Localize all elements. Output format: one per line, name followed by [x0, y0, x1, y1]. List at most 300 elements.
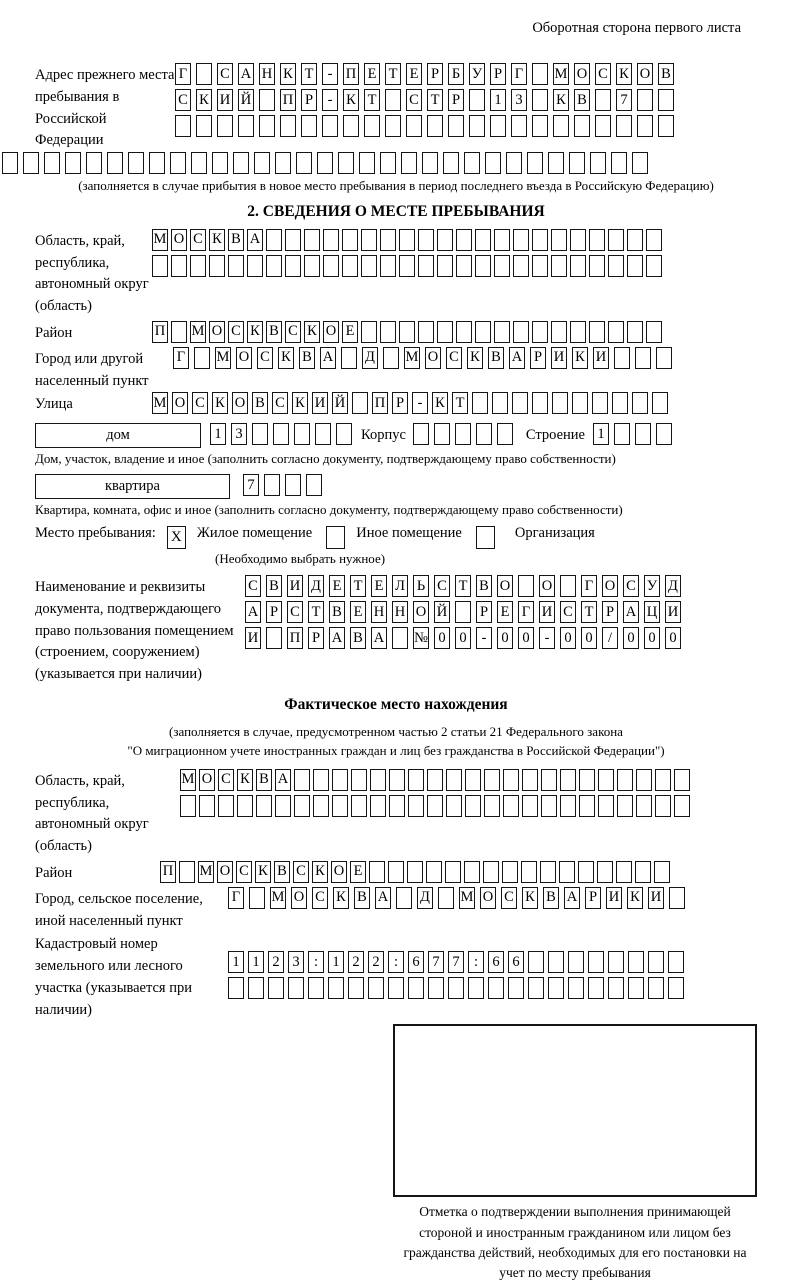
char-cell[interactable]: В: [350, 627, 366, 649]
char-cell[interactable]: 2: [268, 951, 284, 973]
char-cell[interactable]: [252, 423, 268, 445]
char-cell[interactable]: [570, 255, 586, 277]
char-cell[interactable]: [655, 769, 671, 791]
char-cell[interactable]: О: [480, 887, 496, 909]
char-cell[interactable]: К: [237, 769, 253, 791]
char-cell[interactable]: [399, 321, 415, 343]
char-cell[interactable]: [589, 229, 605, 251]
char-cell[interactable]: О: [574, 63, 590, 85]
char-cell[interactable]: С: [406, 89, 422, 111]
char-cell[interactable]: [190, 255, 206, 277]
char-cell[interactable]: [266, 627, 282, 649]
char-cell[interactable]: 0: [581, 627, 597, 649]
char-cell[interactable]: [635, 861, 651, 883]
char-cell[interactable]: [199, 795, 215, 817]
char-cell[interactable]: [401, 152, 417, 174]
residence-type-checkbox-inoe[interactable]: [326, 526, 345, 549]
char-cell[interactable]: [668, 951, 684, 973]
char-cell[interactable]: К: [553, 89, 569, 111]
apartment-type-field[interactable]: квартира: [35, 474, 230, 499]
char-cell[interactable]: Е: [350, 601, 366, 623]
char-cell[interactable]: Д: [417, 887, 433, 909]
char-cell[interactable]: [490, 115, 506, 137]
char-cell[interactable]: [86, 152, 102, 174]
char-cell[interactable]: [44, 152, 60, 174]
char-cell[interactable]: О: [637, 63, 653, 85]
char-cell[interactable]: [218, 795, 234, 817]
char-cell[interactable]: Р: [448, 89, 464, 111]
char-cell[interactable]: [437, 255, 453, 277]
residence-type-checkbox-zhiloe[interactable]: X: [167, 526, 186, 549]
char-cell[interactable]: 7: [616, 89, 632, 111]
char-cell[interactable]: [527, 152, 543, 174]
char-cell[interactable]: [399, 255, 415, 277]
char-cell[interactable]: [408, 977, 424, 999]
char-cell[interactable]: [611, 152, 627, 174]
char-cell[interactable]: /: [602, 627, 618, 649]
char-cell[interactable]: [627, 255, 643, 277]
char-cell[interactable]: [541, 769, 557, 791]
char-cell[interactable]: С: [236, 861, 252, 883]
char-cell[interactable]: И: [245, 627, 261, 649]
char-cell[interactable]: [406, 115, 422, 137]
char-cell[interactable]: [194, 347, 210, 369]
char-cell[interactable]: С: [175, 89, 191, 111]
char-cell[interactable]: Р: [476, 601, 492, 623]
char-cell[interactable]: [648, 977, 664, 999]
char-cell[interactable]: [434, 423, 450, 445]
char-cell[interactable]: [532, 229, 548, 251]
char-cell[interactable]: 0: [623, 627, 639, 649]
char-cell[interactable]: П: [343, 63, 359, 85]
char-cell[interactable]: [427, 769, 443, 791]
char-cell[interactable]: И: [217, 89, 233, 111]
char-cell[interactable]: -: [322, 89, 338, 111]
char-cell[interactable]: [592, 392, 608, 414]
char-cell[interactable]: П: [160, 861, 176, 883]
char-cell[interactable]: [588, 951, 604, 973]
char-cell[interactable]: Ц: [644, 601, 660, 623]
char-cell[interactable]: 1: [228, 951, 244, 973]
char-cell[interactable]: [448, 115, 464, 137]
char-cell[interactable]: [259, 89, 275, 111]
char-cell[interactable]: [513, 321, 529, 343]
char-cell[interactable]: У: [644, 575, 660, 597]
char-cell[interactable]: М: [198, 861, 214, 883]
char-cell[interactable]: [179, 861, 195, 883]
char-cell[interactable]: [285, 474, 301, 496]
char-cell[interactable]: [446, 795, 462, 817]
char-cell[interactable]: С: [287, 601, 303, 623]
char-cell[interactable]: [465, 795, 481, 817]
char-cell[interactable]: Н: [259, 63, 275, 85]
char-cell[interactable]: А: [245, 601, 261, 623]
char-cell[interactable]: [180, 795, 196, 817]
char-cell[interactable]: [636, 795, 652, 817]
char-cell[interactable]: Д: [665, 575, 681, 597]
char-cell[interactable]: [541, 795, 557, 817]
char-cell[interactable]: [389, 769, 405, 791]
char-cell[interactable]: О: [236, 347, 252, 369]
char-cell[interactable]: [637, 89, 653, 111]
char-cell[interactable]: Р: [490, 63, 506, 85]
char-cell[interactable]: О: [331, 861, 347, 883]
char-cell[interactable]: А: [375, 887, 391, 909]
char-cell[interactable]: 6: [488, 951, 504, 973]
char-cell[interactable]: 2: [348, 951, 364, 973]
char-cell[interactable]: Г: [581, 575, 597, 597]
char-cell[interactable]: Т: [385, 63, 401, 85]
char-cell[interactable]: К: [343, 89, 359, 111]
char-cell[interactable]: [389, 795, 405, 817]
char-cell[interactable]: М: [190, 321, 206, 343]
char-cell[interactable]: [522, 769, 538, 791]
char-cell[interactable]: Е: [350, 861, 366, 883]
char-cell[interactable]: С: [293, 861, 309, 883]
char-cell[interactable]: [294, 423, 310, 445]
char-cell[interactable]: К: [212, 392, 228, 414]
char-cell[interactable]: [532, 392, 548, 414]
char-cell[interactable]: [306, 474, 322, 496]
char-cell[interactable]: [418, 255, 434, 277]
char-cell[interactable]: [632, 392, 648, 414]
char-cell[interactable]: Й: [434, 601, 450, 623]
char-cell[interactable]: П: [152, 321, 168, 343]
char-cell[interactable]: [598, 769, 614, 791]
char-cell[interactable]: Е: [329, 575, 345, 597]
char-cell[interactable]: [301, 115, 317, 137]
char-cell[interactable]: В: [299, 347, 315, 369]
char-cell[interactable]: [469, 115, 485, 137]
char-cell[interactable]: [511, 115, 527, 137]
char-cell[interactable]: [616, 861, 632, 883]
char-cell[interactable]: О: [199, 769, 215, 791]
char-cell[interactable]: [503, 795, 519, 817]
char-cell[interactable]: [370, 795, 386, 817]
char-cell[interactable]: И: [648, 887, 664, 909]
char-cell[interactable]: Д: [308, 575, 324, 597]
char-cell[interactable]: [196, 63, 212, 85]
char-cell[interactable]: [455, 601, 471, 623]
char-cell[interactable]: [380, 152, 396, 174]
char-cell[interactable]: 1: [490, 89, 506, 111]
char-cell[interactable]: [627, 321, 643, 343]
char-cell[interactable]: Р: [301, 89, 317, 111]
char-cell[interactable]: [448, 977, 464, 999]
char-cell[interactable]: [540, 861, 556, 883]
char-cell[interactable]: -: [412, 392, 428, 414]
char-cell[interactable]: [570, 229, 586, 251]
char-cell[interactable]: [655, 795, 671, 817]
char-cell[interactable]: Й: [332, 392, 348, 414]
char-cell[interactable]: [465, 769, 481, 791]
char-cell[interactable]: Г: [511, 63, 527, 85]
char-cell[interactable]: Д: [362, 347, 378, 369]
char-cell[interactable]: [608, 321, 624, 343]
char-cell[interactable]: [617, 769, 633, 791]
char-cell[interactable]: -: [476, 627, 492, 649]
char-cell[interactable]: [408, 795, 424, 817]
char-cell[interactable]: М: [404, 347, 420, 369]
char-cell[interactable]: [351, 769, 367, 791]
char-cell[interactable]: О: [171, 229, 187, 251]
char-cell[interactable]: 0: [644, 627, 660, 649]
char-cell[interactable]: [532, 115, 548, 137]
char-cell[interactable]: [468, 977, 484, 999]
char-cell[interactable]: [343, 115, 359, 137]
char-cell[interactable]: П: [372, 392, 388, 414]
char-cell[interactable]: [275, 152, 291, 174]
char-cell[interactable]: [209, 255, 225, 277]
char-cell[interactable]: М: [553, 63, 569, 85]
char-cell[interactable]: М: [459, 887, 475, 909]
char-cell[interactable]: [437, 321, 453, 343]
house-type-field[interactable]: дом: [35, 423, 201, 448]
char-cell[interactable]: -: [322, 63, 338, 85]
char-cell[interactable]: [315, 423, 331, 445]
char-cell[interactable]: 2: [368, 951, 384, 973]
char-cell[interactable]: Г: [175, 63, 191, 85]
char-cell[interactable]: [336, 423, 352, 445]
char-cell[interactable]: С: [595, 63, 611, 85]
char-cell[interactable]: [418, 321, 434, 343]
char-cell[interactable]: О: [232, 392, 248, 414]
char-cell[interactable]: [475, 229, 491, 251]
char-cell[interactable]: [273, 423, 289, 445]
char-cell[interactable]: О: [539, 575, 555, 597]
char-cell[interactable]: И: [593, 347, 609, 369]
char-cell[interactable]: [551, 321, 567, 343]
char-cell[interactable]: [572, 392, 588, 414]
char-cell[interactable]: [674, 795, 690, 817]
char-cell[interactable]: В: [256, 769, 272, 791]
char-cell[interactable]: [646, 321, 662, 343]
char-cell[interactable]: [388, 977, 404, 999]
char-cell[interactable]: [497, 423, 513, 445]
char-cell[interactable]: К: [627, 887, 643, 909]
char-cell[interactable]: С: [272, 392, 288, 414]
char-cell[interactable]: [438, 887, 454, 909]
char-cell[interactable]: [380, 321, 396, 343]
char-cell[interactable]: [588, 977, 604, 999]
char-cell[interactable]: О: [209, 321, 225, 343]
char-cell[interactable]: 0: [434, 627, 450, 649]
char-cell[interactable]: [513, 229, 529, 251]
char-cell[interactable]: :: [308, 951, 324, 973]
char-cell[interactable]: [332, 769, 348, 791]
char-cell[interactable]: 0: [497, 627, 513, 649]
char-cell[interactable]: [380, 229, 396, 251]
char-cell[interactable]: О: [291, 887, 307, 909]
char-cell[interactable]: [383, 347, 399, 369]
char-cell[interactable]: [574, 115, 590, 137]
char-cell[interactable]: [608, 229, 624, 251]
char-cell[interactable]: К: [209, 229, 225, 251]
char-cell[interactable]: С: [623, 575, 639, 597]
char-cell[interactable]: [616, 115, 632, 137]
char-cell[interactable]: [475, 255, 491, 277]
char-cell[interactable]: [578, 861, 594, 883]
char-cell[interactable]: [266, 229, 282, 251]
char-cell[interactable]: [191, 152, 207, 174]
char-cell[interactable]: В: [252, 392, 268, 414]
char-cell[interactable]: [385, 89, 401, 111]
char-cell[interactable]: [560, 795, 576, 817]
char-cell[interactable]: [559, 861, 575, 883]
char-cell[interactable]: Т: [350, 575, 366, 597]
char-cell[interactable]: [196, 115, 212, 137]
char-cell[interactable]: :: [468, 951, 484, 973]
char-cell[interactable]: О: [602, 575, 618, 597]
char-cell[interactable]: [646, 255, 662, 277]
char-cell[interactable]: А: [564, 887, 580, 909]
char-cell[interactable]: К: [255, 861, 271, 883]
char-cell[interactable]: [652, 392, 668, 414]
char-cell[interactable]: [364, 115, 380, 137]
char-cell[interactable]: [351, 795, 367, 817]
char-cell[interactable]: [399, 229, 415, 251]
char-cell[interactable]: [532, 321, 548, 343]
char-cell[interactable]: В: [266, 575, 282, 597]
char-cell[interactable]: [323, 229, 339, 251]
char-cell[interactable]: [658, 115, 674, 137]
char-cell[interactable]: А: [371, 627, 387, 649]
char-cell[interactable]: [646, 229, 662, 251]
char-cell[interactable]: [170, 152, 186, 174]
char-cell[interactable]: [551, 229, 567, 251]
char-cell[interactable]: [628, 977, 644, 999]
char-cell[interactable]: [590, 152, 606, 174]
char-cell[interactable]: [632, 152, 648, 174]
char-cell[interactable]: [368, 977, 384, 999]
char-cell[interactable]: К: [333, 887, 349, 909]
char-cell[interactable]: [494, 229, 510, 251]
char-cell[interactable]: [128, 152, 144, 174]
char-cell[interactable]: М: [152, 229, 168, 251]
char-cell[interactable]: [392, 627, 408, 649]
char-cell[interactable]: 0: [455, 627, 471, 649]
char-cell[interactable]: [317, 152, 333, 174]
char-cell[interactable]: К: [616, 63, 632, 85]
char-cell[interactable]: [608, 255, 624, 277]
char-cell[interactable]: [285, 255, 301, 277]
char-cell[interactable]: [446, 769, 462, 791]
char-cell[interactable]: Н: [371, 601, 387, 623]
char-cell[interactable]: Т: [427, 89, 443, 111]
char-cell[interactable]: [568, 977, 584, 999]
char-cell[interactable]: [579, 795, 595, 817]
char-cell[interactable]: К: [467, 347, 483, 369]
char-cell[interactable]: Е: [406, 63, 422, 85]
char-cell[interactable]: [455, 423, 471, 445]
char-cell[interactable]: [322, 115, 338, 137]
char-cell[interactable]: [513, 255, 529, 277]
char-cell[interactable]: К: [278, 347, 294, 369]
char-cell[interactable]: [370, 769, 386, 791]
char-cell[interactable]: [313, 795, 329, 817]
char-cell[interactable]: 1: [248, 951, 264, 973]
char-cell[interactable]: Е: [371, 575, 387, 597]
char-cell[interactable]: [249, 887, 265, 909]
char-cell[interactable]: 6: [508, 951, 524, 973]
char-cell[interactable]: К: [196, 89, 212, 111]
residence-type-checkbox-organizatsiya[interactable]: [476, 526, 495, 549]
char-cell[interactable]: О: [425, 347, 441, 369]
char-cell[interactable]: [443, 152, 459, 174]
char-cell[interactable]: Т: [301, 63, 317, 85]
char-cell[interactable]: К: [292, 392, 308, 414]
char-cell[interactable]: :: [388, 951, 404, 973]
char-cell[interactable]: [328, 977, 344, 999]
char-cell[interactable]: 0: [665, 627, 681, 649]
char-cell[interactable]: 3: [288, 951, 304, 973]
char-cell[interactable]: 1: [210, 423, 226, 445]
char-cell[interactable]: С: [434, 575, 450, 597]
char-cell[interactable]: [654, 861, 670, 883]
char-cell[interactable]: [669, 887, 685, 909]
char-cell[interactable]: [248, 977, 264, 999]
char-cell[interactable]: [233, 152, 249, 174]
char-cell[interactable]: [484, 795, 500, 817]
char-cell[interactable]: [668, 977, 684, 999]
char-cell[interactable]: [503, 769, 519, 791]
char-cell[interactable]: [65, 152, 81, 174]
char-cell[interactable]: К: [522, 887, 538, 909]
char-cell[interactable]: [332, 795, 348, 817]
char-cell[interactable]: №: [413, 627, 429, 649]
char-cell[interactable]: [426, 861, 442, 883]
char-cell[interactable]: В: [574, 89, 590, 111]
char-cell[interactable]: О: [497, 575, 513, 597]
char-cell[interactable]: [280, 115, 296, 137]
char-cell[interactable]: [483, 861, 499, 883]
char-cell[interactable]: [614, 423, 630, 445]
char-cell[interactable]: [464, 152, 480, 174]
char-cell[interactable]: И: [606, 887, 622, 909]
char-cell[interactable]: [608, 951, 624, 973]
char-cell[interactable]: С: [192, 392, 208, 414]
char-cell[interactable]: И: [665, 601, 681, 623]
char-cell[interactable]: К: [304, 321, 320, 343]
char-cell[interactable]: [568, 951, 584, 973]
char-cell[interactable]: В: [329, 601, 345, 623]
char-cell[interactable]: [469, 89, 485, 111]
char-cell[interactable]: [352, 392, 368, 414]
char-cell[interactable]: [149, 152, 165, 174]
char-cell[interactable]: 0: [560, 627, 576, 649]
char-cell[interactable]: [617, 795, 633, 817]
char-cell[interactable]: [492, 392, 508, 414]
char-cell[interactable]: [247, 255, 263, 277]
char-cell[interactable]: Р: [585, 887, 601, 909]
char-cell[interactable]: [294, 769, 310, 791]
char-cell[interactable]: П: [287, 627, 303, 649]
char-cell[interactable]: [589, 255, 605, 277]
char-cell[interactable]: С: [446, 347, 462, 369]
char-cell[interactable]: [407, 861, 423, 883]
char-cell[interactable]: С: [218, 769, 234, 791]
char-cell[interactable]: С: [285, 321, 301, 343]
char-cell[interactable]: Е: [342, 321, 358, 343]
char-cell[interactable]: Б: [448, 63, 464, 85]
char-cell[interactable]: Р: [602, 601, 618, 623]
char-cell[interactable]: Т: [581, 601, 597, 623]
char-cell[interactable]: [23, 152, 39, 174]
char-cell[interactable]: И: [312, 392, 328, 414]
char-cell[interactable]: М: [152, 392, 168, 414]
char-cell[interactable]: А: [329, 627, 345, 649]
char-cell[interactable]: Р: [266, 601, 282, 623]
